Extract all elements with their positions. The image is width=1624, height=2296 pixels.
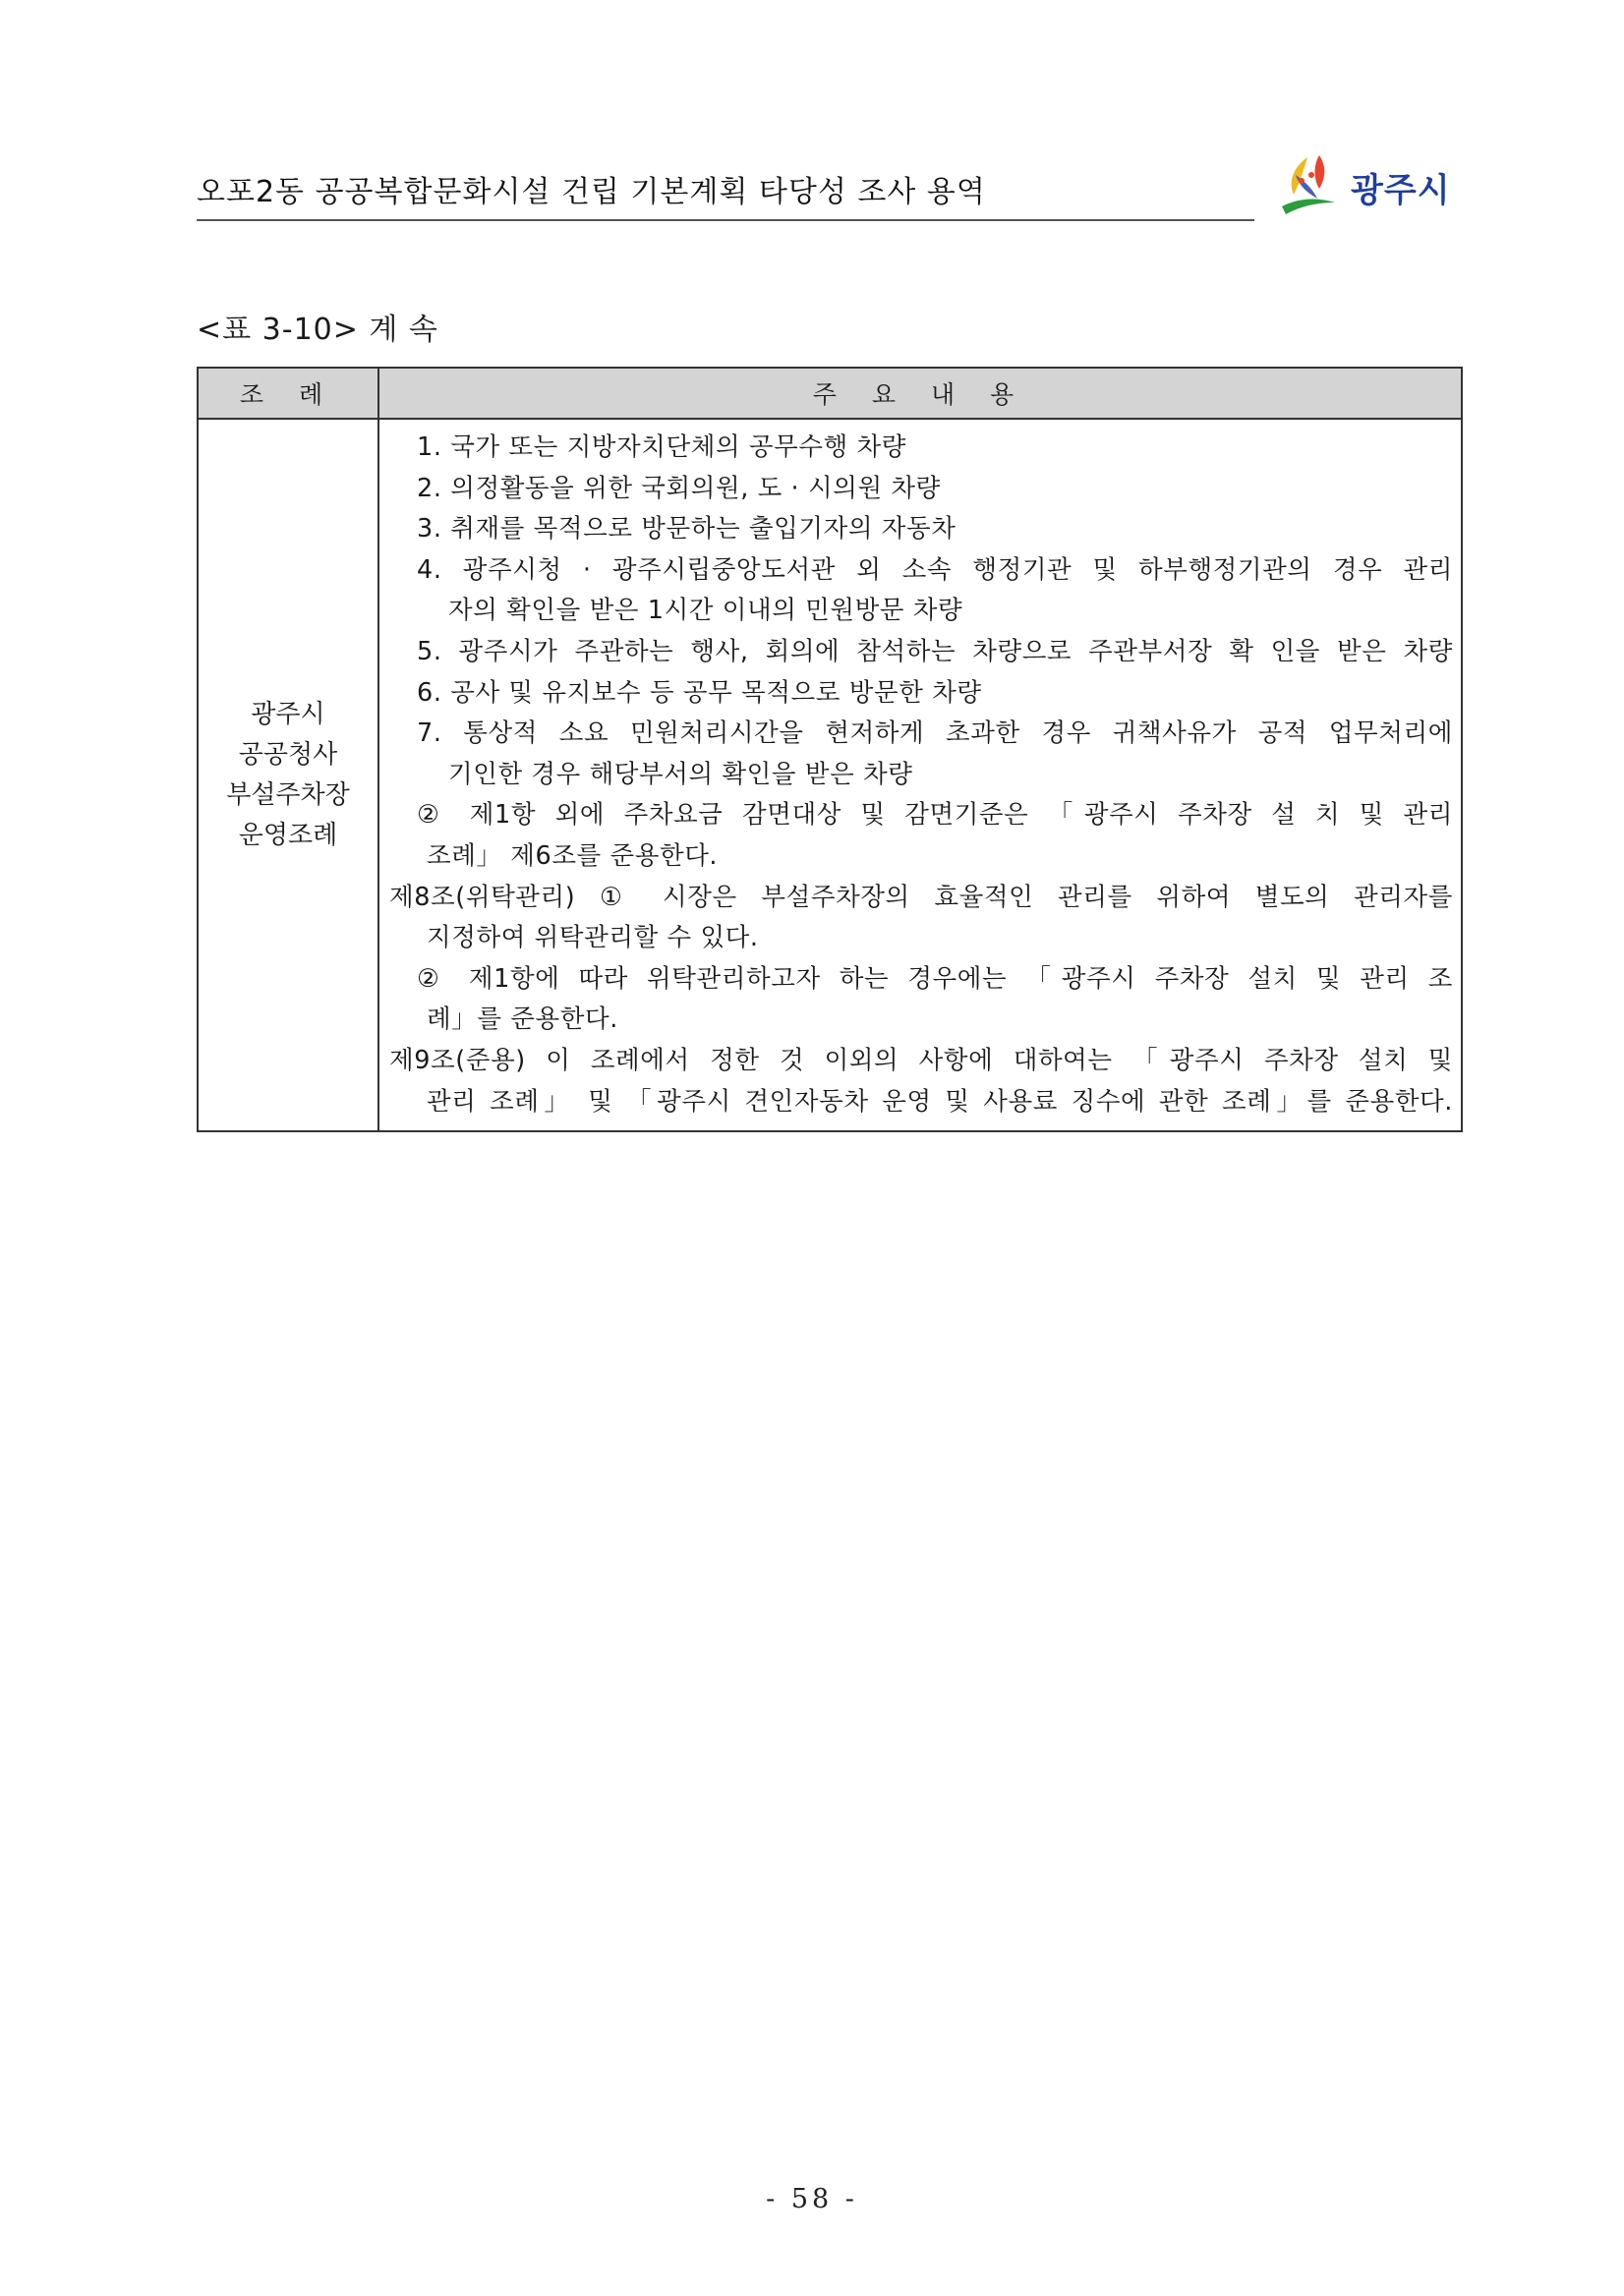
gwangju-emblem-icon [1274, 149, 1345, 220]
ordinance-name-line: 부설주차장 [226, 779, 350, 810]
content-line: ② 제1항 외에 주차요금 감면대상 및 감면기준은 「광주시 주차장 설 치 및 관리 [417, 800, 1453, 831]
header-ordinance: 조 례 [198, 368, 378, 419]
header-title: 오포2동 공공복합문화시설 건립 기본계획 타당성 조사 용역 [197, 175, 986, 209]
ordinance-name-line: 광주시 [251, 699, 325, 729]
ordinance-name-cell [198, 419, 378, 1131]
content-line: 5. 광주시가 주관하는 행사, 회의에 참석하는 차량으로 주관부서장 확 인을 받은 차량 [417, 636, 1453, 666]
content-line: 3. 취재를 목적으로 방문하는 출입기자의 자동차 [417, 514, 957, 545]
content-line: 2. 의정활동을 위한 국회의원, 도 · 시의원 차량 [417, 473, 941, 503]
table-caption: <표 3-10> 계 속 [197, 313, 438, 347]
content-line: 제9조(준용) 이 조례에서 정한 것 이외의 사항에 대하여는 「광주시 주차장 설치 및 [389, 1045, 1453, 1075]
content-line: 례」를 준용한다. [427, 1004, 618, 1035]
content-line: 자의 확인을 받은 1시간 이내의 민원방문 차량 [448, 596, 963, 626]
page-number: - 58 - [766, 2184, 858, 2214]
gwangju-logo [1274, 149, 1471, 220]
ordinance-name-line: 운영조례 [238, 820, 338, 850]
table-row [198, 419, 1462, 1131]
content-line: 지정하여 위탁관리할 수 있다. [427, 923, 759, 953]
ordinance-name-line: 공공청사 [238, 739, 338, 770]
main-content-cell [378, 419, 1462, 1131]
content-line: 기인한 경우 해당부서의 확인을 받은 차량 [448, 759, 913, 789]
header-rule [197, 219, 1254, 221]
content-line: 1. 국가 또는 지방자치단체의 공무수행 차량 [417, 432, 907, 462]
logo-text: 광주시 [1351, 171, 1451, 210]
content-line: 6. 공사 및 유지보수 등 공무 목적으로 방문한 차량 [417, 677, 982, 708]
ordinance-table [197, 367, 1463, 1132]
content-line: 제8조(위탁관리) ① 시장은 부설주차장의 효율적인 관리를 위하여 별도의 관리자를 [389, 882, 1453, 912]
table-header-row [198, 368, 1462, 419]
content-line: 관리 조례」 및 「광주시 견인자동차 운영 및 사용료 징수에 관한 조례」를 준용한다. [427, 1086, 1453, 1117]
content-line: 4. 광주시청 · 광주시립중앙도서관 외 소속 행정기관 및 하부행정기관의 경우 관리 [417, 554, 1453, 585]
content-line: 7. 통상적 소요 민원처리시간을 현저하게 초과한 경우 귀책사유가 공적 업무처리에 [417, 718, 1453, 749]
content-line: 조례」 제6조를 준용한다. [427, 840, 719, 871]
content-line: ② 제1항에 따라 위탁관리하고자 하는 경우에는 「광주시 주차장 설치 및 관리 조 [417, 963, 1453, 994]
header-main-content: 주 요 내 용 [378, 368, 1462, 419]
